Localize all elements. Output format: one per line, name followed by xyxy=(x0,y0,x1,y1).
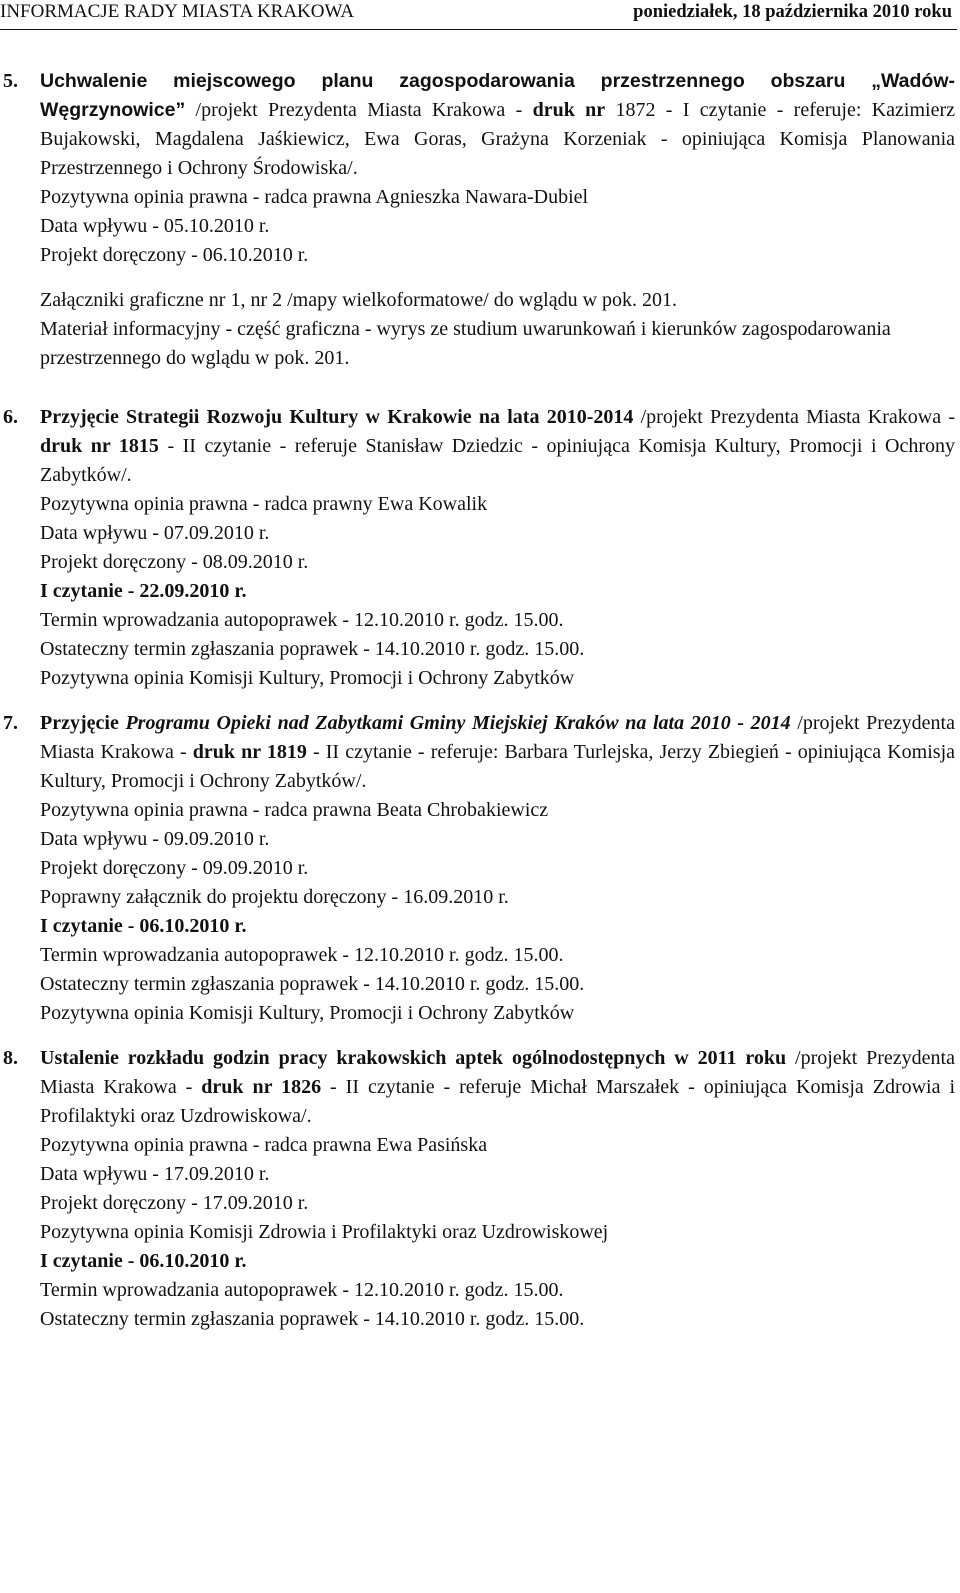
item-detail-line: Termin wprowadzania autopoprawek - 12.10.2010 r. godz. 15.00. xyxy=(40,1279,564,1301)
item-description xyxy=(40,403,955,490)
item-print-number: druk nr 1819 xyxy=(192,741,307,763)
item-detail-line: Pozytywna opinia prawna - radca prawna Beata Chrobakiewicz xyxy=(40,799,549,821)
item-detail-line: Projekt doręczony - 06.10.2010 r. xyxy=(40,244,309,266)
item-reading-info: - II czytanie - referuje: Barbara Turlejska, Jerzy Zbiegień - opiniująca Komisja Kultury, Promocji i Ochrony Zabytków/. xyxy=(40,741,955,792)
item-detail-line: Poprawny załącznik do projektu doręczony - 16.09.2010 r. xyxy=(40,886,509,908)
item-detail-line: Pozytywna opinia prawna - radca prawny Ewa Kowalik xyxy=(40,493,488,515)
item-detail-line: Pozytywna opinia Komisji Kultury, Promocji i Ochrony Zabytków xyxy=(40,1002,575,1024)
header-divider xyxy=(0,29,957,30)
item-detail-line: Termin wprowadzania autopoprawek - 12.10.2010 r. godz. 15.00. xyxy=(40,944,564,966)
item-project-text: /projekt Prezydenta Miasta Krakowa - xyxy=(40,712,955,763)
item-title: Programu Opieki nad Zabytkami Gminy Miejskiej Kraków na lata 2010 - 2014 xyxy=(125,712,791,734)
item-detail-line: Ostateczny termin zgłaszania poprawek - 14.10.2010 r. godz. 15.00. xyxy=(40,638,585,660)
header-date: poniedziałek, 18 października 2010 roku xyxy=(633,2,952,22)
item-title: Uchwalenie miejscowego planu zagospodarowania przestrzennego obszaru „Wadów-Węgrzynowice” xyxy=(40,70,955,121)
item-number: 6. xyxy=(3,406,18,428)
item-description xyxy=(40,67,955,183)
item-description xyxy=(40,709,955,796)
page-header xyxy=(0,0,960,30)
document-body xyxy=(3,67,956,1334)
item-detail-line: Ostateczny termin zgłaszania poprawek - 14.10.2010 r. godz. 15.00. xyxy=(40,973,585,995)
item-detail-line: Pozytywna opinia prawna - radca prawna Ewa Pasińska xyxy=(40,1134,488,1156)
item-print-number: druk nr xyxy=(532,99,606,121)
item-reading-info: - II czytanie - referuje Michał Marszałek - opiniująca Komisja Zdrowia i Profilaktyki oraz Uzdrowiskowa/. xyxy=(40,1076,956,1127)
item-detail-line: Projekt doręczony - 09.09.2010 r. xyxy=(40,857,309,879)
item-reading-date: I czytanie - 06.10.2010 r. xyxy=(40,915,247,937)
item-detail-line: Data wpływu - 07.09.2010 r. xyxy=(40,522,270,544)
item-detail-line: Data wpływu - 09.09.2010 r. xyxy=(40,828,270,850)
item-detail-line: Data wpływu - 05.10.2010 r. xyxy=(40,215,270,237)
item-detail-line: Pozytywna opinia Komisji Kultury, Promocji i Ochrony Zabytków xyxy=(40,667,575,689)
item-detail-line: Data wpływu - 17.09.2010 r. xyxy=(40,1163,270,1185)
item-attachment-line: Materiał informacyjny - część graficzna - wyrys ze studium uwarunkowań i kierunków zagospodarowania przestrzennego do wglądu w pok. 201. xyxy=(40,318,891,369)
header-publication-title: INFORMACJE RADY MIASTA KRAKOWA xyxy=(0,1,355,22)
item-title: Przyjęcie Strategii Rozwoju Kultury w Krakowie na lata 2010-2014 xyxy=(40,406,634,428)
item-print-number: druk nr 1815 xyxy=(40,435,159,457)
item-project-text: /projekt Prezydenta Miasta Krakowa - xyxy=(40,1047,955,1098)
item-detail-line: Pozytywna opinia Komisji Zdrowia i Profilaktyki oraz Uzdrowiskowej xyxy=(40,1221,609,1243)
item-number: 7. xyxy=(3,712,18,734)
agenda-item-5 xyxy=(3,67,956,373)
item-detail-line: Ostateczny termin zgłaszania poprawek - 14.10.2010 r. godz. 15.00. xyxy=(40,1308,585,1330)
item-project-text: /projekt Prezydenta Miasta Krakowa - xyxy=(633,406,955,428)
item-detail-line: Projekt doręczony - 08.09.2010 r. xyxy=(40,551,309,573)
item-detail-line: Projekt doręczony - 17.09.2010 r. xyxy=(40,1192,309,1214)
agenda-item-6 xyxy=(3,403,955,693)
agenda-item-7 xyxy=(3,709,955,1028)
item-reading-date: I czytanie - 06.10.2010 r. xyxy=(40,1250,247,1272)
item-title: Ustalenie rozkładu godzin pracy krakowskich aptek ogólnodostępnych w 2011 roku xyxy=(40,1047,787,1069)
item-attachment-line: Załączniki graficzne nr 1, nr 2 /mapy wielkoformatowe/ do wglądu w pok. 201. xyxy=(40,289,678,311)
item-title-prefix: Przyjęcie xyxy=(40,712,126,734)
item-print-number: druk nr 1826 xyxy=(201,1076,322,1098)
item-project-text: /projekt Prezydenta Miasta Krakowa - xyxy=(185,99,533,121)
item-detail-line: Termin wprowadzania autopoprawek - 12.10.2010 r. godz. 15.00. xyxy=(40,609,564,631)
item-reading-date: I czytanie - 22.09.2010 r. xyxy=(40,580,247,602)
item-reading-info: - II czytanie - referuje Stanisław Dziedzic - opiniująca Komisja Kultury, Promocji i Ochrony Zabytków/. xyxy=(40,435,955,486)
item-detail-line: Pozytywna opinia prawna - radca prawna Agnieszka Nawara-Dubiel xyxy=(40,186,589,208)
item-number: 8. xyxy=(3,1047,18,1069)
item-description xyxy=(40,1044,955,1131)
item-number: 5. xyxy=(3,70,18,92)
item-reading-info: 1872 - I czytanie - referuje: Kazimierz Bujakowski, Magdalena Jaśkiewicz, Ewa Goras, Grażyna Korzeniak - opiniująca Komisja Planowania Przestrzennego i Ochrony Środowiska/. xyxy=(40,99,956,179)
agenda-item-8 xyxy=(3,1044,956,1334)
